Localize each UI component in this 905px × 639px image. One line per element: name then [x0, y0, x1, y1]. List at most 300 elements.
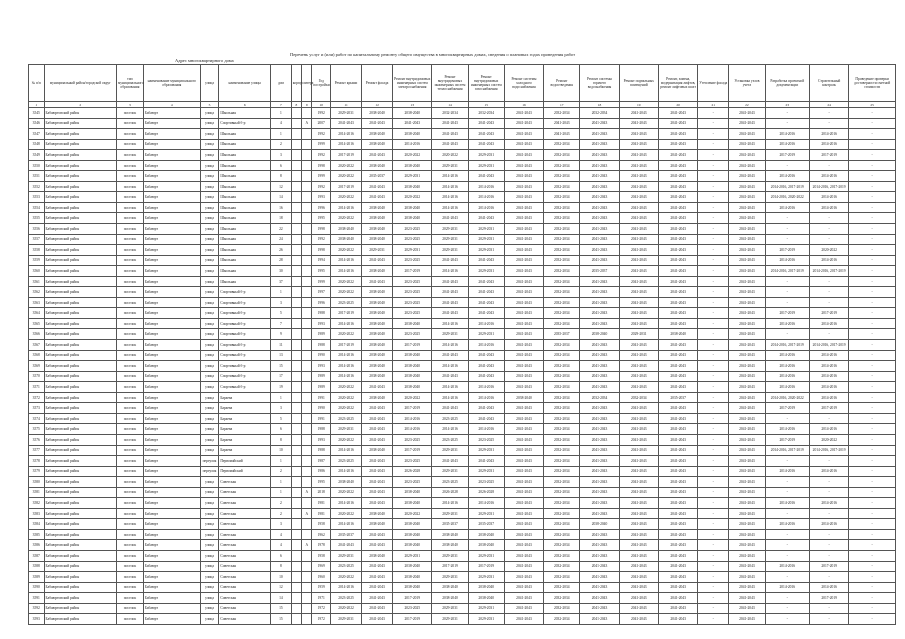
table-cell: 2041-2043 — [658, 466, 697, 477]
table-cell: поселок — [116, 498, 143, 509]
table-cell — [302, 498, 312, 509]
table-cell: Бабаюртовский район — [44, 593, 116, 604]
table-cell: 2041-2043 — [729, 519, 765, 530]
table-cell: 2041-2043 — [658, 255, 697, 266]
table-row — [29, 540, 896, 551]
table-cell — [291, 593, 301, 604]
table-cell: 2041-2043 — [504, 213, 543, 224]
table-cell: Советская — [219, 498, 271, 509]
table-cell: - — [765, 550, 809, 561]
table-cell: - — [698, 160, 729, 171]
table-cell: - — [809, 108, 848, 119]
table-cell: 2041-2043 — [729, 445, 765, 456]
table-cell: 2041-2043 — [504, 445, 543, 456]
table-cell: 2038-2040 — [432, 540, 468, 551]
table-cell: 2038-2040 — [393, 582, 432, 593]
table-cell: поселок — [116, 308, 143, 319]
table-cell: Бабаюртовский район — [44, 202, 116, 213]
table-cell: - — [809, 529, 848, 540]
table-cell: улица — [200, 519, 219, 530]
table-cell: - — [698, 192, 729, 203]
table-cell: 2041-2043 — [504, 108, 543, 119]
table-cell: 3550 — [29, 160, 45, 171]
table-cell: 3548 — [29, 139, 45, 150]
table-cell: 2041-2043 — [658, 477, 697, 488]
table-cell: 2038-2040 — [362, 340, 393, 351]
table-cell: 2038-2040 — [362, 202, 393, 213]
table-cell: 2041-2043 — [504, 529, 543, 540]
table-cell: Школьная — [219, 192, 271, 203]
table-cell: 2014-2016 — [393, 413, 432, 424]
column-number: 9 — [302, 102, 312, 108]
table-cell: 2014-2016 — [393, 139, 432, 150]
table-cell: Школьная — [219, 150, 271, 161]
table-cell: поселок — [116, 614, 143, 625]
table-cell: 2041-2043 — [658, 508, 697, 519]
table-cell: 2038-2040 — [362, 297, 393, 308]
table-cell: 2041-2043 — [658, 202, 697, 213]
table-cell: 2041-2043 — [619, 118, 658, 129]
table-cell — [302, 150, 312, 161]
table-cell: 2029-2031 — [468, 603, 504, 614]
table-cell: 2029-2031 — [468, 614, 504, 625]
table-cell: 2041-2043 — [619, 614, 658, 625]
table-cell: - — [849, 192, 896, 203]
table-cell: 2020-2022 — [331, 171, 362, 182]
table-cell: 26 — [271, 245, 292, 256]
table-cell: 2038-2040 — [362, 266, 393, 277]
table-cell: 2041-2043 — [362, 456, 393, 467]
table-cell: 2041-2043 — [658, 456, 697, 467]
table-cell: Бабаюрт — [143, 424, 200, 435]
table-cell: 2032-2034 — [544, 150, 580, 161]
column-header: литера — [302, 65, 312, 102]
table-cell: 2041-2043 — [504, 371, 543, 382]
table-cell: 2041-2043 — [619, 582, 658, 593]
table-cell — [302, 561, 312, 572]
table-cell: 2038-2040 — [362, 318, 393, 329]
column-number: 24 — [809, 102, 848, 108]
column-header: наименование муниципального образования — [143, 65, 200, 102]
table-row — [29, 297, 896, 308]
table-cell: - — [809, 329, 848, 340]
table-cell: 2017-2019 — [809, 593, 848, 604]
table-cell: Бабаюрт — [143, 456, 200, 467]
table-row — [29, 340, 896, 351]
table-cell: - — [849, 582, 896, 593]
table-cell: Бабаюртовский район — [44, 572, 116, 583]
table-cell — [302, 340, 312, 351]
table-cell: 2032-2034 — [544, 603, 580, 614]
table-row — [29, 213, 896, 224]
table-cell: поселок — [116, 213, 143, 224]
table-cell: Бабаюртовский район — [44, 276, 116, 287]
table-cell: Бабаюрт — [143, 582, 200, 593]
table-cell: 2038-2040 — [362, 213, 393, 224]
table-cell: 2041-2043 — [362, 582, 393, 593]
table-cell: 24 — [271, 234, 292, 245]
table-cell — [291, 318, 301, 329]
table-cell: 2029-2031 — [468, 550, 504, 561]
table-cell: 2041-2043 — [658, 424, 697, 435]
table-cell — [291, 139, 301, 150]
table-cell: 2041-2043 — [580, 371, 619, 382]
table-cell: поселок — [116, 234, 143, 245]
table-cell — [291, 308, 301, 319]
table-cell — [302, 276, 312, 287]
table-cell: 6 — [271, 160, 292, 171]
table-cell: 2041-2043 — [658, 550, 697, 561]
table-cell: 2029-2031 — [468, 245, 504, 256]
table-row — [29, 456, 896, 467]
table-cell: 2041-2043 — [619, 171, 658, 182]
table-cell: 9 — [271, 329, 292, 340]
column-number: 12 — [362, 102, 393, 108]
table-cell: - — [698, 529, 729, 540]
table-cell: 2041-2043 — [580, 245, 619, 256]
column-number: 25 — [849, 102, 896, 108]
table-cell: 2041-2043 — [468, 129, 504, 140]
table-cell: улица — [200, 139, 219, 150]
table-cell: Школьная — [219, 255, 271, 266]
table-cell: 2029-2031 — [468, 266, 504, 277]
table-cell: 2014-2016 — [468, 181, 504, 192]
table-cell: 3558 — [29, 245, 45, 256]
table-cell: 2041-2043 — [619, 308, 658, 319]
table-cell — [302, 287, 312, 298]
table-row — [29, 276, 896, 287]
table-row — [29, 477, 896, 488]
table-cell: - — [765, 108, 809, 119]
table-cell: Бабаюртовский район — [44, 498, 116, 509]
table-cell: Бабаюртовский район — [44, 234, 116, 245]
table-cell: Бабаюрт — [143, 350, 200, 361]
table-cell: 2041-2043 — [619, 413, 658, 424]
table-cell: 2038-2040 — [362, 129, 393, 140]
table-cell: 1995 — [312, 477, 331, 488]
table-cell: 2032-2034 — [544, 424, 580, 435]
table-cell: Бабаюртовский район — [44, 308, 116, 319]
table-cell: 1989 — [312, 329, 331, 340]
table-cell: 2014-2016 — [331, 519, 362, 530]
table-cell: - — [698, 361, 729, 372]
table-row — [29, 108, 896, 119]
table-cell: улица — [200, 477, 219, 488]
table-cell: Бабаюртовский район — [44, 413, 116, 424]
table-cell: 2032-2034 — [544, 477, 580, 488]
table-cell: 2041-2043 — [729, 550, 765, 561]
table-cell: 2014-2016 — [468, 202, 504, 213]
table-cell: 2041-2043 — [729, 498, 765, 509]
column-number: 8 — [291, 102, 301, 108]
table-cell — [302, 582, 312, 593]
table-cell — [302, 266, 312, 277]
table-cell: 2032-2034 — [619, 392, 658, 403]
table-cell: 2041-2043 — [580, 529, 619, 540]
table-cell: 2038-2040 — [362, 224, 393, 235]
table-cell: улица — [200, 445, 219, 456]
table-cell: - — [698, 276, 729, 287]
table-cell: Советская — [219, 572, 271, 583]
table-cell: - — [698, 424, 729, 435]
table-cell: 3556 — [29, 224, 45, 235]
table-cell: Бабаюрт — [143, 466, 200, 477]
table-cell: 2038-2040 — [468, 540, 504, 551]
table-cell: 2041-2043 — [619, 487, 658, 498]
table-cell: 2020-2022 — [331, 382, 362, 393]
table-cell: Бабаюрт — [143, 160, 200, 171]
table-cell: 2041-2043 — [504, 245, 543, 256]
table-cell: - — [698, 350, 729, 361]
table-cell: 2020-2022 — [393, 150, 432, 161]
table-cell: 2029-2031 — [468, 234, 504, 245]
table-cell: 2041-2043 — [468, 213, 504, 224]
table-cell: А — [302, 508, 312, 519]
table-cell: 2041-2043 — [619, 593, 658, 604]
table-cell: поселок — [116, 160, 143, 171]
table-cell: 2041-2043 — [729, 234, 765, 245]
table-cell: 2041-2043 — [729, 424, 765, 435]
table-cell: - — [698, 234, 729, 245]
table-cell: улица — [200, 224, 219, 235]
table-cell: 2017-2019 — [809, 150, 848, 161]
table-cell — [302, 424, 312, 435]
table-cell: 2023-2025 — [393, 477, 432, 488]
table-cell: - — [698, 340, 729, 351]
table-cell: 2032-2034 — [544, 403, 580, 414]
column-header: Ремонт системы холодного водоснабжения — [504, 65, 543, 102]
table-cell: 2038-2040 — [362, 519, 393, 530]
table-cell: 2041-2043 — [362, 529, 393, 540]
table-cell: 2041-2043 — [619, 213, 658, 224]
table-cell: - — [849, 287, 896, 298]
table-cell: 2041-2043 — [658, 487, 697, 498]
table-cell: 2032-2034 — [544, 266, 580, 277]
table-cell: 2029-2031 — [331, 614, 362, 625]
table-cell: 2041-2043 — [729, 329, 765, 340]
table-cell: 2038-2040 — [393, 202, 432, 213]
table-cell: - — [849, 318, 896, 329]
table-cell: 2023-2025 — [468, 477, 504, 488]
table-cell: 2038-2040 — [362, 308, 393, 319]
table-cell: улица — [200, 234, 219, 245]
table-cell: 2038-2040 — [362, 392, 393, 403]
table-cell: 2041-2043 — [729, 582, 765, 593]
table-cell: 2041-2043 — [504, 287, 543, 298]
table-cell: 2014-2016 — [765, 466, 809, 477]
table-cell: 2041-2043 — [468, 297, 504, 308]
table-cell: 2041-2043 — [468, 255, 504, 266]
table-cell: 2041-2043 — [504, 413, 543, 424]
table-cell: 2014-2016 — [765, 318, 809, 329]
table-cell: 2041-2043 — [504, 424, 543, 435]
table-cell: 2041-2043 — [729, 150, 765, 161]
table-cell: 2029-2031 — [432, 603, 468, 614]
table-row — [29, 308, 896, 319]
table-cell: улица — [200, 561, 219, 572]
table-cell: 2041-2043 — [580, 308, 619, 319]
table-cell: 2032-2034 — [544, 202, 580, 213]
table-cell: - — [849, 382, 896, 393]
table-cell: 2014-2016, 2017-2019 — [809, 266, 848, 277]
table-cell: 2014-2016, 2020-2022 — [765, 192, 809, 203]
table-cell: 2041-2043 — [504, 361, 543, 372]
table-cell: 2029-2031 — [331, 550, 362, 561]
table-cell: 2041-2043 — [580, 318, 619, 329]
table-cell: 2029-2031 — [468, 150, 504, 161]
table-cell: улица — [200, 614, 219, 625]
table-cell: 2014-2016 — [331, 318, 362, 329]
table-cell: 1988 — [312, 308, 331, 319]
table-cell: 5 — [271, 308, 292, 319]
table-row — [29, 181, 896, 192]
table-cell: Бабаюртовский район — [44, 224, 116, 235]
table-cell: - — [698, 466, 729, 477]
column-number: 11 — [331, 102, 362, 108]
table-cell: 2041-2043 — [468, 118, 504, 129]
table-cell: 2014-2016 — [468, 382, 504, 393]
table-cell: Бабаюртовский район — [44, 118, 116, 129]
table-cell: 2041-2043 — [619, 202, 658, 213]
table-cell: 1997 — [312, 287, 331, 298]
table-cell: 2032-2034 — [544, 593, 580, 604]
table-cell: - — [698, 371, 729, 382]
table-cell: - — [809, 477, 848, 488]
table-cell: поселок — [116, 371, 143, 382]
table-cell: 2038-2040 — [393, 519, 432, 530]
table-cell: 1992 — [312, 108, 331, 119]
table-cell: 2041-2043 — [729, 403, 765, 414]
table-cell: - — [765, 529, 809, 540]
table-cell: 2041-2043 — [362, 424, 393, 435]
table-cell: Бабаюрт — [143, 181, 200, 192]
table-cell — [302, 255, 312, 266]
table-cell — [291, 434, 301, 445]
table-cell: - — [849, 445, 896, 456]
table-cell: 2032-2034 — [432, 108, 468, 119]
table-row — [29, 361, 896, 372]
table-cell: Бабаюрт — [143, 192, 200, 203]
table-cell: - — [765, 487, 809, 498]
table-cell: 2029-2031 — [432, 614, 468, 625]
table-cell: 2041-2043 — [729, 224, 765, 235]
table-cell: 2041-2043 — [468, 276, 504, 287]
table-cell: 2014-2016 — [331, 350, 362, 361]
table-cell: улица — [200, 276, 219, 287]
table-cell: 2014-2016 — [331, 361, 362, 372]
table-cell: 2020-2022 — [393, 192, 432, 203]
table-cell: 2023-2025 — [393, 224, 432, 235]
table-cell: Спортивный б-р — [219, 308, 271, 319]
table-cell: Первомайский — [219, 456, 271, 467]
table-cell: 1998 — [312, 160, 331, 171]
table-cell: - — [849, 139, 896, 150]
table-cell: 2020-2022 — [331, 403, 362, 414]
column-header: Ремонт, замена, модернизация лифтов, ремонт лифтовых шахт — [658, 65, 697, 102]
table-cell: 4 — [271, 118, 292, 129]
table-cell: 2041-2043 — [432, 287, 468, 298]
table-cell: 1989 — [312, 382, 331, 393]
table-cell — [291, 287, 301, 298]
table-cell: 2014-2016 — [809, 350, 848, 361]
table-cell: 2041-2043 — [432, 371, 468, 382]
table-cell: 2032-2034 — [544, 171, 580, 182]
table-cell: 2014-2016 — [765, 498, 809, 509]
table-cell: 2032-2034 — [544, 350, 580, 361]
table-cell: поселок — [116, 424, 143, 435]
table-cell: 2032-2034 — [544, 445, 580, 456]
table-cell: - — [849, 572, 896, 583]
table-cell: - — [698, 255, 729, 266]
table-cell: 1 — [271, 108, 292, 119]
table-cell: - — [765, 603, 809, 614]
table-cell: 2041-2043 — [468, 413, 504, 424]
table-cell: - — [698, 445, 729, 456]
table-cell: 2041-2043 — [619, 382, 658, 393]
table-cell: 2029-2031 — [468, 508, 504, 519]
table-cell: 2041-2043 — [580, 287, 619, 298]
table-cell: Бабаюртовский район — [44, 255, 116, 266]
table-cell: - — [765, 287, 809, 298]
table-cell: 2017-2019 — [331, 150, 362, 161]
table-cell: 2041-2043 — [362, 498, 393, 509]
table-cell: 2035-2037 — [658, 392, 697, 403]
table-cell: 2017-2019 — [393, 593, 432, 604]
table-cell: 2020-2022 — [331, 276, 362, 287]
table-cell: 2041-2043 — [580, 297, 619, 308]
column-number: 20 — [658, 102, 697, 108]
table-cell: - — [698, 329, 729, 340]
table-cell: 2041-2043 — [658, 171, 697, 182]
table-cell: 2017-2019 — [393, 266, 432, 277]
table-cell: 2041-2043 — [729, 245, 765, 256]
table-cell: 2029-2031 — [432, 550, 468, 561]
table-cell: - — [849, 540, 896, 551]
table-cell: Бабаюртовский район — [44, 129, 116, 140]
table-cell: Школьная — [219, 202, 271, 213]
table-cell: 2041-2043 — [658, 150, 697, 161]
table-cell — [291, 192, 301, 203]
table-cell: 2041-2043 — [729, 487, 765, 498]
table-cell: 2014-2016 — [809, 382, 848, 393]
table-row — [29, 498, 896, 509]
table-cell: 2032-2034 — [544, 508, 580, 519]
table-cell: 2041-2043 — [619, 224, 658, 235]
column-number: 13 — [393, 102, 432, 108]
table-cell: - — [809, 508, 848, 519]
table-cell: Бабаюртовский район — [44, 382, 116, 393]
table-cell: 2041-2043 — [362, 572, 393, 583]
table-cell: 2041-2043 — [658, 371, 697, 382]
table-cell: 2041-2043 — [504, 540, 543, 551]
table-cell: 2041-2043 — [362, 192, 393, 203]
table-cell: - — [765, 160, 809, 171]
table-cell: 3576 — [29, 434, 45, 445]
table-cell — [291, 266, 301, 277]
table-cell: - — [809, 614, 848, 625]
table-cell: 2038-2040 — [393, 160, 432, 171]
table-cell: 1972 — [312, 614, 331, 625]
table-cell: 2041-2043 — [619, 477, 658, 488]
table-cell: - — [698, 318, 729, 329]
table-cell: улица — [200, 403, 219, 414]
table-cell: - — [849, 593, 896, 604]
table-cell: 2041-2043 — [729, 371, 765, 382]
table-cell: Бабаюрт — [143, 129, 200, 140]
table-cell: 2041-2043 — [504, 308, 543, 319]
table-cell — [291, 529, 301, 540]
table-cell: 2020-2022 — [331, 213, 362, 224]
